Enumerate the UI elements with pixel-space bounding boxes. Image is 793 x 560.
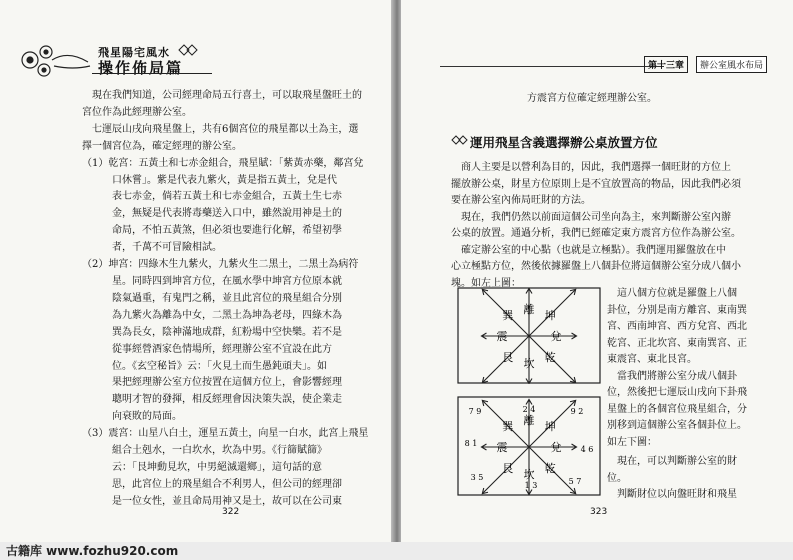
trigram-label: 乾 xyxy=(544,351,556,365)
trigram-label: 兌 xyxy=(550,330,562,343)
text-line: 巽為長女，陰神滿地成群，紅粉場中空快樂。若不是 xyxy=(82,326,342,338)
bagua-diagram-top xyxy=(457,287,601,384)
text-line: 星。同時四到坤宮方位，在風水學中坤宮方位原本就 xyxy=(82,275,342,287)
trigram-label: 兌 xyxy=(550,441,562,454)
book-title: 操作佈局篇 xyxy=(98,59,184,77)
text-line: 東震宮、東北艮宮。 xyxy=(607,354,697,365)
trigram-label: 乾 xyxy=(544,462,556,476)
trigram-label: 坎 xyxy=(523,468,535,481)
chapter-label: 第十三章 xyxy=(644,56,688,73)
star-number: 9 2 xyxy=(570,407,584,416)
text-line: 宮位作為此經理辦公室。 xyxy=(82,106,192,118)
text-line: 乾宮、正北坎宮、東南巽宮、正 xyxy=(607,337,747,349)
trigram-label: 巽 xyxy=(502,419,514,433)
text-line: 別移到這個辦公室各個卦位上。 xyxy=(607,420,747,431)
text-line: （2）坤宮：四綠木生九紫火，九紫火生二黑土，二黑土為病符 xyxy=(82,259,359,271)
text-line: 金，無疑是代表將毒藥送入口中，雖然說用神是土的 xyxy=(82,208,342,220)
text-line: 組合土剋水，一白坎水，坎為中男。《行篩賦篩》 xyxy=(82,445,327,457)
left-body xyxy=(82,88,368,511)
chapter-rule xyxy=(440,66,664,67)
text-line: 心立極點方位，然後依據羅盤上八個卦位將這個辦公室分成八個小 xyxy=(451,261,741,272)
text-line: 位。《玄空秘旨》云：「火見土而生愚鈍頑夫」。如 xyxy=(82,360,327,372)
right-top-line: 方震宮方位確定經理辦公室。 xyxy=(527,93,657,104)
star-number: 2 4 xyxy=(522,405,536,414)
text-line: 聰明才智的發揮，相反經理會因決策失誤，使企業走 xyxy=(82,394,342,406)
trigram-label: 坎 xyxy=(523,357,535,370)
trigram-label: 艮 xyxy=(502,462,514,476)
trigram-label: 坤 xyxy=(544,308,556,322)
text-line: 從事經營酒家色情場所，經理辦公室不宜設在此方 xyxy=(82,343,332,355)
text-line: 果把經理辦公室方位按置在這個方位上，會影響經理 xyxy=(82,377,342,389)
trigram-label: 震 xyxy=(496,330,508,343)
text-line: 表七赤金，倘若五黃土和七赤金組合，五黃土生七赤 xyxy=(82,191,342,203)
text-line: 擇一個宮位為，確定經理的辦公室。 xyxy=(82,140,242,152)
text-line: 位，然後把七運辰山戌向下卦飛 xyxy=(607,387,747,398)
chapter-title: 辦公室風水布局 xyxy=(696,56,767,73)
trigram-label: 震 xyxy=(496,441,508,454)
text-line: 判斷財位以向盤旺財和飛星 xyxy=(607,489,737,500)
text-line: 七運辰山戌向飛星盤上，共有6個宮位的飛星都以土為主，選 xyxy=(82,123,359,135)
text-line: 確定辦公室的中心點（也就是立極點）。我們運用羅盤放在中 xyxy=(451,244,726,256)
left-page-number: 322 xyxy=(222,507,240,517)
star-number: 4 6 xyxy=(580,445,594,454)
star-number: 7 9 xyxy=(468,407,482,416)
text-line: 現在，我們仍然以前面這個公司坐向為主，來判斷辦公室內辦 xyxy=(451,211,731,223)
text-line: 卦位，分別是南方離宮、東南巽 xyxy=(607,304,747,316)
text-line: 者，千萬不可冒險相試。 xyxy=(82,242,222,254)
text-line: 陰氣過重，有鬼門之稱，並且此宮位的飛星組合分別 xyxy=(82,292,342,304)
bagua-diagram-bottom xyxy=(457,396,601,496)
text-line: 要在辦公室內佈局旺財的方法。 xyxy=(451,195,591,206)
series-title: 飛星陽宅風水 xyxy=(98,46,170,59)
text-line: （3）震宮：山星八白土，運星五黃土，向星一白水，此宮上飛星 xyxy=(82,428,369,440)
watermark-bar xyxy=(0,542,793,560)
text-line: 宮、西南坤宮、西方兌宮、西北 xyxy=(607,321,747,332)
text-line: 為九紫火為離為中女，二黑土為坤為老母，四綠木為 xyxy=(82,309,342,321)
text-line: 口休嘗」。紫是代表九紫火，黃是指五黃土，兌是代 xyxy=(82,174,337,186)
trigram-label: 離 xyxy=(523,414,535,427)
text-line: 擺放辦公桌，財星方位原則上是不宜放置高的物品，因此我們必須 xyxy=(451,178,741,190)
text-line: 當我們將辦公室分成八個卦 xyxy=(607,370,737,382)
text-line: 是一位女性，並且命局用神又是土，故可以在公司東 xyxy=(82,495,342,507)
text-line: 現在，可以判斷辦公室的財 xyxy=(607,456,737,467)
text-line: 這八個方位就是羅盤上八個 xyxy=(607,288,737,299)
right-page-number: 323 xyxy=(590,507,608,517)
text-line: 星盤上的各個宮位飛星組合，分 xyxy=(607,403,747,415)
diamond-bullet-icon xyxy=(451,135,469,145)
star-number: 8 1 xyxy=(464,439,478,448)
text-line: 向衰敗的局面。 xyxy=(82,411,182,423)
right-wrap-text xyxy=(607,286,747,451)
text-line: 命局，不怕五黃煞，但必須也要進行化解，希望初學 xyxy=(82,225,342,237)
text-line: 塊。如左上圖： xyxy=(451,277,521,289)
text-line: 思，此宮位上的飛星組合不利男人，但公司的經理卻 xyxy=(82,478,342,490)
text-line: 商人主要是以營利為目的，因此，我們選擇一個旺財的方位上 xyxy=(451,162,731,173)
flower-logo-icon xyxy=(18,40,93,80)
star-number: 1 3 xyxy=(524,481,538,490)
trigram-label: 艮 xyxy=(502,351,514,365)
right-body xyxy=(451,160,741,292)
diamond-ornament-icon xyxy=(178,44,200,56)
text-line: 如左下圖： xyxy=(607,436,657,448)
text-line: 公桌的放置。通過分析，我們已經確定東方震宮方位作為辦公室。 xyxy=(451,228,741,239)
trigram-label: 離 xyxy=(523,303,535,316)
text-line: （1）乾宮：五黃土和七赤金組合，飛星賦：「紫黃赤藥，鄰宮兌 xyxy=(82,157,364,169)
star-number: 3 5 xyxy=(470,473,484,482)
trigram-label: 巽 xyxy=(502,308,514,322)
text-line: 現在我們知道，公司經理命局五行喜土，可以取飛星盤旺土的 xyxy=(82,90,362,101)
section-title: 運用飛星含義選擇辦公桌放置方位 xyxy=(470,135,658,150)
text-line: 云：「艮坤動見坎，中男絕滅還鄉」，這句話的意 xyxy=(82,461,322,473)
header-rule xyxy=(92,73,212,74)
watermark: 古籍库 www.fozhu920.com xyxy=(6,544,179,558)
text-line: 位。 xyxy=(607,472,627,484)
star-number: 5 7 xyxy=(568,477,582,486)
trigram-label: 坤 xyxy=(544,419,556,433)
right-tail-text xyxy=(607,454,737,504)
left-page xyxy=(0,0,393,560)
